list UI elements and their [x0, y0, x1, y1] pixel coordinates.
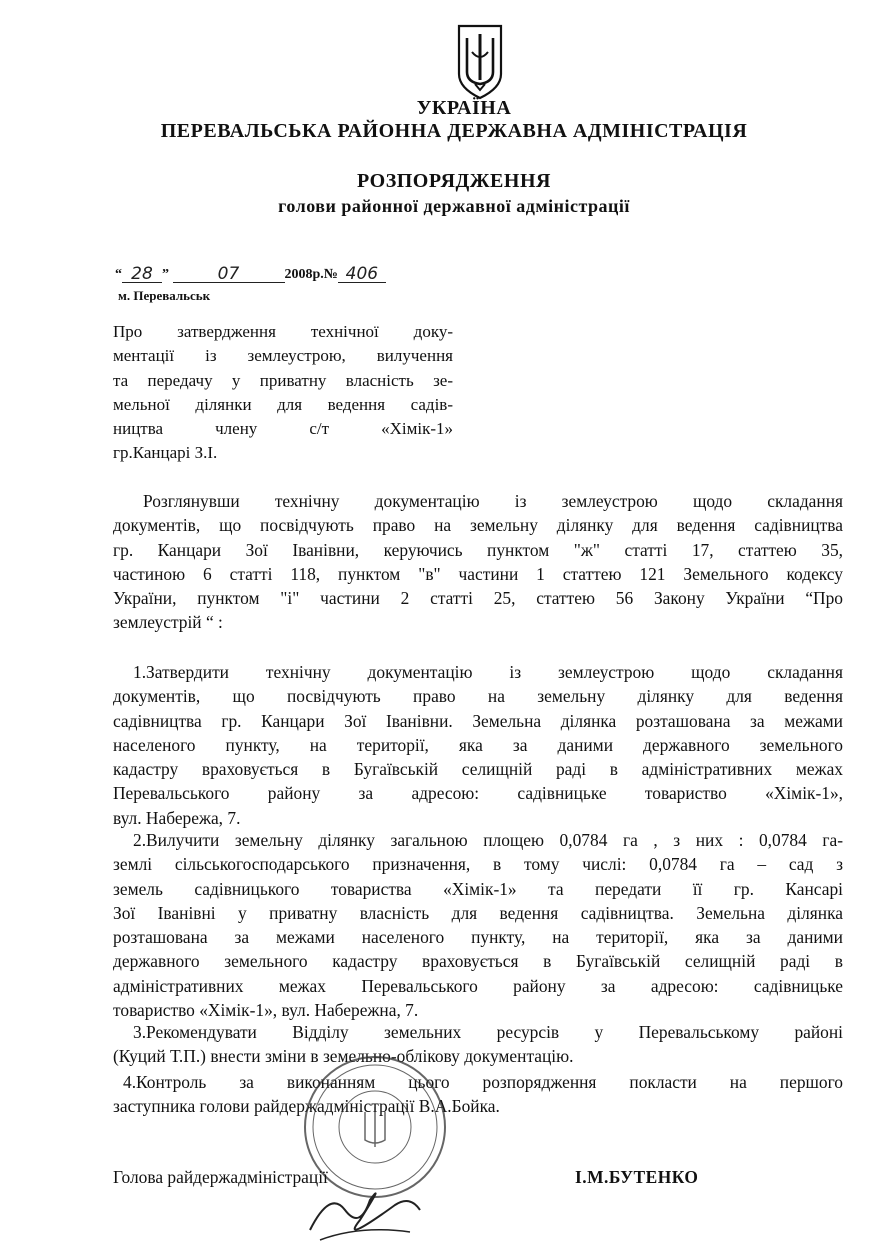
- date-month: 07: [217, 264, 240, 284]
- paragraph-line: України, пунктом "і" частини 2 статті 25, статтею 56 Закону України “Про: [113, 588, 843, 609]
- subject-line: Про затвердження технічної доку-: [113, 322, 453, 341]
- paragraph-line: садівництва гр. Канцари Зої Іванівни. Земельна ділянка розташована за межами: [113, 710, 843, 731]
- paragraph-line: (Куций Т.П.) внести зміни в земельно-облікову документацію.: [113, 1046, 574, 1067]
- paragraph-line: вул. Набережа, 7.: [113, 807, 241, 828]
- paragraph-line: землеустрій “ :: [113, 612, 223, 633]
- item-2-paragraph: [113, 828, 843, 1022]
- city: м. Перевальськ: [118, 288, 211, 303]
- subject-line: гр.Канцарі З.І.: [113, 443, 218, 463]
- item-4-paragraph: [113, 1070, 843, 1119]
- signatory-name: І.М.БУТЕНКО: [575, 1167, 699, 1187]
- date-day: 28: [131, 264, 153, 284]
- document-type: РОЗПОРЯДЖЕННЯ: [357, 170, 551, 192]
- subject-line: ництва члену с/т «Хімік-1»: [113, 419, 453, 439]
- subject-block: [113, 320, 453, 466]
- paragraph-line: 2.Вилучити земельну ділянку загальною площею 0,0784 га , з них : 0,0784 га-: [133, 830, 843, 850]
- date-number-line: “ 28 ” 07 2008р.№ 406: [115, 264, 386, 283]
- document-issuer: голови районної державної адміністрації: [278, 196, 630, 216]
- item-3-paragraph: [113, 1020, 843, 1069]
- paragraph-line: Перевальського району за адресою: садівницьке товариство «Хімік-1»,: [113, 783, 843, 804]
- paragraph-line: документів, що посвідчують право на земельну ділянку для ведення: [113, 686, 843, 707]
- paragraph-line: частиною 6 статті 118, пунктом "в" частини 1 статтею 121 Земельного кодексу: [113, 563, 843, 584]
- country-title: УКРАЇНА: [416, 97, 512, 119]
- paragraph-line: населеного пункту, на території, яка за даними державного земельного: [113, 734, 843, 755]
- order-number: 406: [345, 264, 379, 284]
- subject-line: мельної ділянки для ведення садів-: [113, 394, 453, 414]
- paragraph-line: державного земельного кадастру враховується в Бугаївській селищній раді в: [113, 951, 843, 972]
- paragraph-line: 1.Затвердити технічну документацію із землеустрою щодо складання: [133, 662, 843, 682]
- paragraph-line: товариство «Хімік-1», вул. Набережна, 7.: [113, 1000, 419, 1021]
- trident-emblem-icon: [455, 22, 505, 102]
- subject-line: ментації із землеустрою, вилучення: [113, 346, 453, 366]
- paragraph-line: 3.Рекомендувати Відділу земельних ресурсів у Перевальському районі: [133, 1022, 843, 1042]
- paragraph-line: документів, що посвідчують право на земельну ділянку для ведення садівництва: [113, 515, 843, 536]
- preamble-paragraph: [113, 489, 843, 635]
- subject-line: та передачу у приватну власність зе-: [113, 370, 453, 390]
- signatory-title: Голова райдержадміністрації: [113, 1167, 328, 1187]
- paragraph-line: гр. Канцари Зої Іванівни, керуючись пунктом "ж" статті 17, статтею 35,: [113, 539, 843, 560]
- handwritten-signature: [300, 1170, 430, 1250]
- paragraph-line: адміністративних межах Перевальського району за адресою: садівницьке: [113, 975, 843, 996]
- paragraph-line: Розглянувши технічну документацію із землеустрою щодо складання: [143, 491, 843, 511]
- paragraph-line: заступника голови райдержадміністрації В.А.Бойка.: [113, 1096, 500, 1117]
- administration-title: ПЕРЕВАЛЬСЬКА РАЙОННА ДЕРЖАВНА АДМІНІСТРАЦІЯ: [160, 120, 748, 142]
- paragraph-line: 4.Контроль за виконанням цього розпорядження покласти на першого: [123, 1072, 843, 1092]
- paragraph-line: кадастру враховується в Бугаївській селищній раді в адміністративних межах: [113, 759, 843, 780]
- paragraph-line: розташована за межами населеного пункту, на території, яка за даними: [113, 927, 843, 948]
- item-1-paragraph: [113, 660, 843, 830]
- paragraph-line: земель садівницького товариства «Хімік-1» та передати її гр. Кансарі: [113, 878, 843, 899]
- paragraph-line: Зої Іванівні у приватну власність для ведення садівництва. Земельна ділянка: [113, 902, 843, 923]
- paragraph-line: землі сільськогосподарського призначення, в тому числі: 0,0784 га – сад з: [113, 854, 843, 875]
- year-number-label: 2008р.№: [284, 267, 338, 282]
